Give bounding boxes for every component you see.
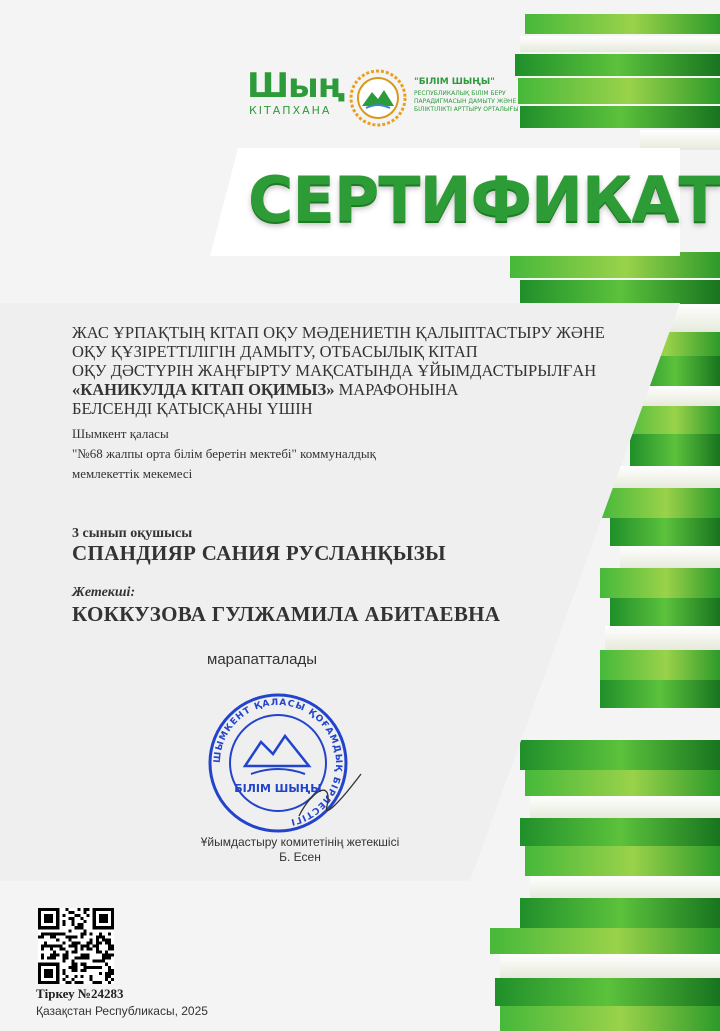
mentor-label: Жетекші:	[72, 585, 136, 600]
awarded-text: марапатталады	[207, 651, 318, 668]
bilim-line: БІЛІКТІЛІКТІ АРТТЫРУ ОРТАЛЫҒЫ	[414, 106, 519, 113]
bilim-shyny-description	[414, 90, 524, 114]
purpose-line	[72, 380, 632, 399]
school-info	[72, 424, 492, 484]
official-stamp	[203, 688, 363, 838]
shyn-logo-text: Шың	[247, 66, 345, 106]
student-role: 3 сынып оқушысы	[72, 526, 193, 541]
stamp-ring-text: ШЫМКЕНТ ҚАЛАСЫ ҚОҒАМДЫҚ БІРЛЕСТІГІ	[212, 697, 344, 827]
mentor-name: КОККУЗОВА ГУЛЖАМИЛА АБИТАЕВНА	[72, 602, 501, 626]
award-purpose-text	[72, 323, 632, 418]
signatory-role: Ұйымдастыру комитетінің жетекшісі	[200, 835, 400, 849]
bilim-line: ПАРАДИГМАСЫН ДАМЫТУ ЖӘНЕ	[414, 98, 517, 105]
school-line: мемлекеттік мекемесі	[72, 466, 193, 481]
purpose-line: ОҚУ ДӘСТҮРІН ЖАҢҒЫРТУ МАҚСАТЫНДА ҰЙЫМДАСТЫРЫЛҒАН	[72, 361, 597, 380]
bilim-shyny-title: "БІЛІМ ШЫҢЫ"	[414, 77, 495, 87]
signatory-name: Б. Есен	[279, 850, 321, 864]
registration-number: Тіркеу №24283	[36, 986, 124, 1001]
school-line: "№68 жалпы орта білім беретін мектебі" коммуналдық	[72, 446, 376, 461]
marathon-name: «КАНИКУЛДА КІТАП ОҚИМЫЗ»	[72, 380, 335, 399]
bilim-line: РЕСПУБЛИКАЛЫҚ БІЛІМ БЕРУ	[414, 90, 506, 97]
purpose-line: ЖАС ҰРПАҚТЫҢ КІТАП ОҚУ МӘДЕНИЕТІН ҚАЛЫПТАСТЫРУ ЖӘНЕ	[72, 323, 605, 342]
student-name: СПАНДИЯР САНИЯ РУСЛАНҚЫЗЫ	[72, 541, 446, 565]
shyn-logo-subtext: КІТАПХАНА	[249, 104, 332, 117]
school-line: Шымкент қаласы	[72, 426, 169, 441]
stamp-center-text: БІЛІМ ШЫҢЫ	[234, 782, 322, 795]
purpose-line: ОҚУ ҚҰЗІРЕТТІЛІГІН ДАМЫТУ, ОТБАСЫЛЫҚ КІТАП	[72, 342, 478, 361]
shyn-library-logo	[245, 66, 345, 124]
qr-code-icon	[38, 908, 114, 984]
svg-text:ШЫМКЕНТ ҚАЛАСЫ ҚОҒАМДЫҚ БІРЛЕС	[213, 698, 343, 827]
marathon-suffix: МАРАФОНЫНА	[334, 380, 459, 399]
certificate-title: СЕРТИФИКАТ	[248, 163, 720, 236]
purpose-line: БЕЛСЕНДІ ҚАТЫСҚАНЫ ҮШІН	[72, 399, 313, 418]
bilim-shyny-emblem-icon	[348, 68, 408, 128]
country-year: Қазақстан Республикасы, 2025	[36, 1004, 208, 1018]
